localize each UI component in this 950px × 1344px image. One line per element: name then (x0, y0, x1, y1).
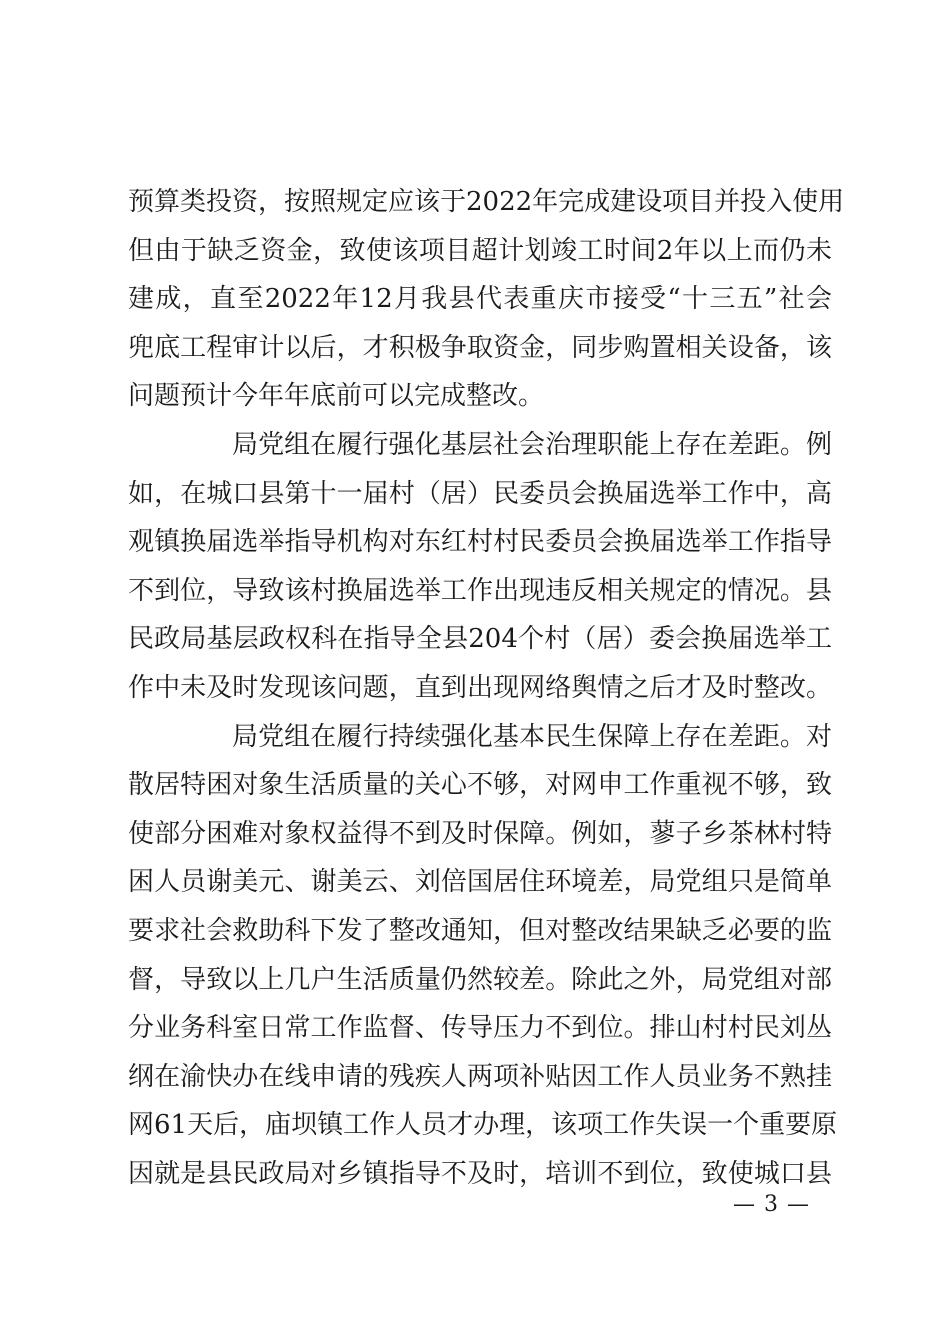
text-line: 问题预计今年年底前可以完成整改。 (128, 381, 545, 412)
text-line: 纲在渝快办在线申请的残疾人两项补贴因工作人员业务不熟挂 (128, 1061, 832, 1092)
text-line: 分业务科室日常工作监督、传导压力不到位。排山村村民刘丛 (128, 1013, 832, 1044)
text-line: 作中未及时发现该问题，直到出现网络舆情之后才及时整改。 (128, 672, 832, 703)
paragraph-2 (128, 421, 832, 713)
text-line: 预算类投资，按照规定应该于2022年完成建设项目并投入使用 (128, 187, 845, 217)
text-line: 兜底工程审计以后，才积极争取资金，同步购置相关设备，该 (128, 332, 832, 363)
text-line: 因就是县民政局对乡镇指导不及时，培训不到位，致使城口县 (128, 1158, 832, 1189)
text-line: 困人员谢美元、谢美云、刘倍国居住环境差，局党组只是简单 (128, 867, 832, 898)
paragraph-1 (128, 178, 845, 421)
text-line: 如，在城口县第十一届村（居）民委员会换届选举工作中，高 (128, 478, 832, 509)
text-line: 观镇换届选举指导机构对东红村村民委员会换届选举工作指导 (128, 527, 832, 558)
text-line: 建成，直至2022年12月我县代表重庆市接受“十三五”社会 (128, 284, 832, 315)
paragraph-3 (128, 713, 838, 1199)
text-line: 督，导致以上几户生活质量仍然较差。除此之外，局党组对部 (128, 964, 832, 995)
text-line: 但由于缺乏资金，致使该项目超计划竣工时间2年以上而仍未 (128, 235, 832, 266)
text-line: 局党组在履行强化基层社会治理职能上存在差距。例 (232, 429, 832, 460)
text-line: 要求社会救助科下发了整改通知，但对整改结果缺乏必要的监 (128, 915, 832, 946)
document-body (128, 178, 845, 1198)
text-line: 不到位，导致该村换届选举工作出现违反相关规定的情况。县 (128, 575, 832, 606)
text-line: 民政局基层政权科在指导全县204个村（居）委会换届选举工 (128, 624, 832, 655)
text-line: 局党组在履行持续强化基本民生保障上存在差距。对 (232, 721, 832, 752)
text-line: 使部分困难对象权益得不到及时保障。例如，蓼子乡茶林村特 (128, 818, 832, 849)
page-number: — 3 — (733, 1192, 810, 1217)
text-line: 散居特困对象生活质量的关心不够，对网申工作重视不够，致 (128, 770, 832, 801)
text-line: 网61天后，庙坝镇工作人员才办理，该项工作失误一个重要原 (128, 1110, 838, 1141)
